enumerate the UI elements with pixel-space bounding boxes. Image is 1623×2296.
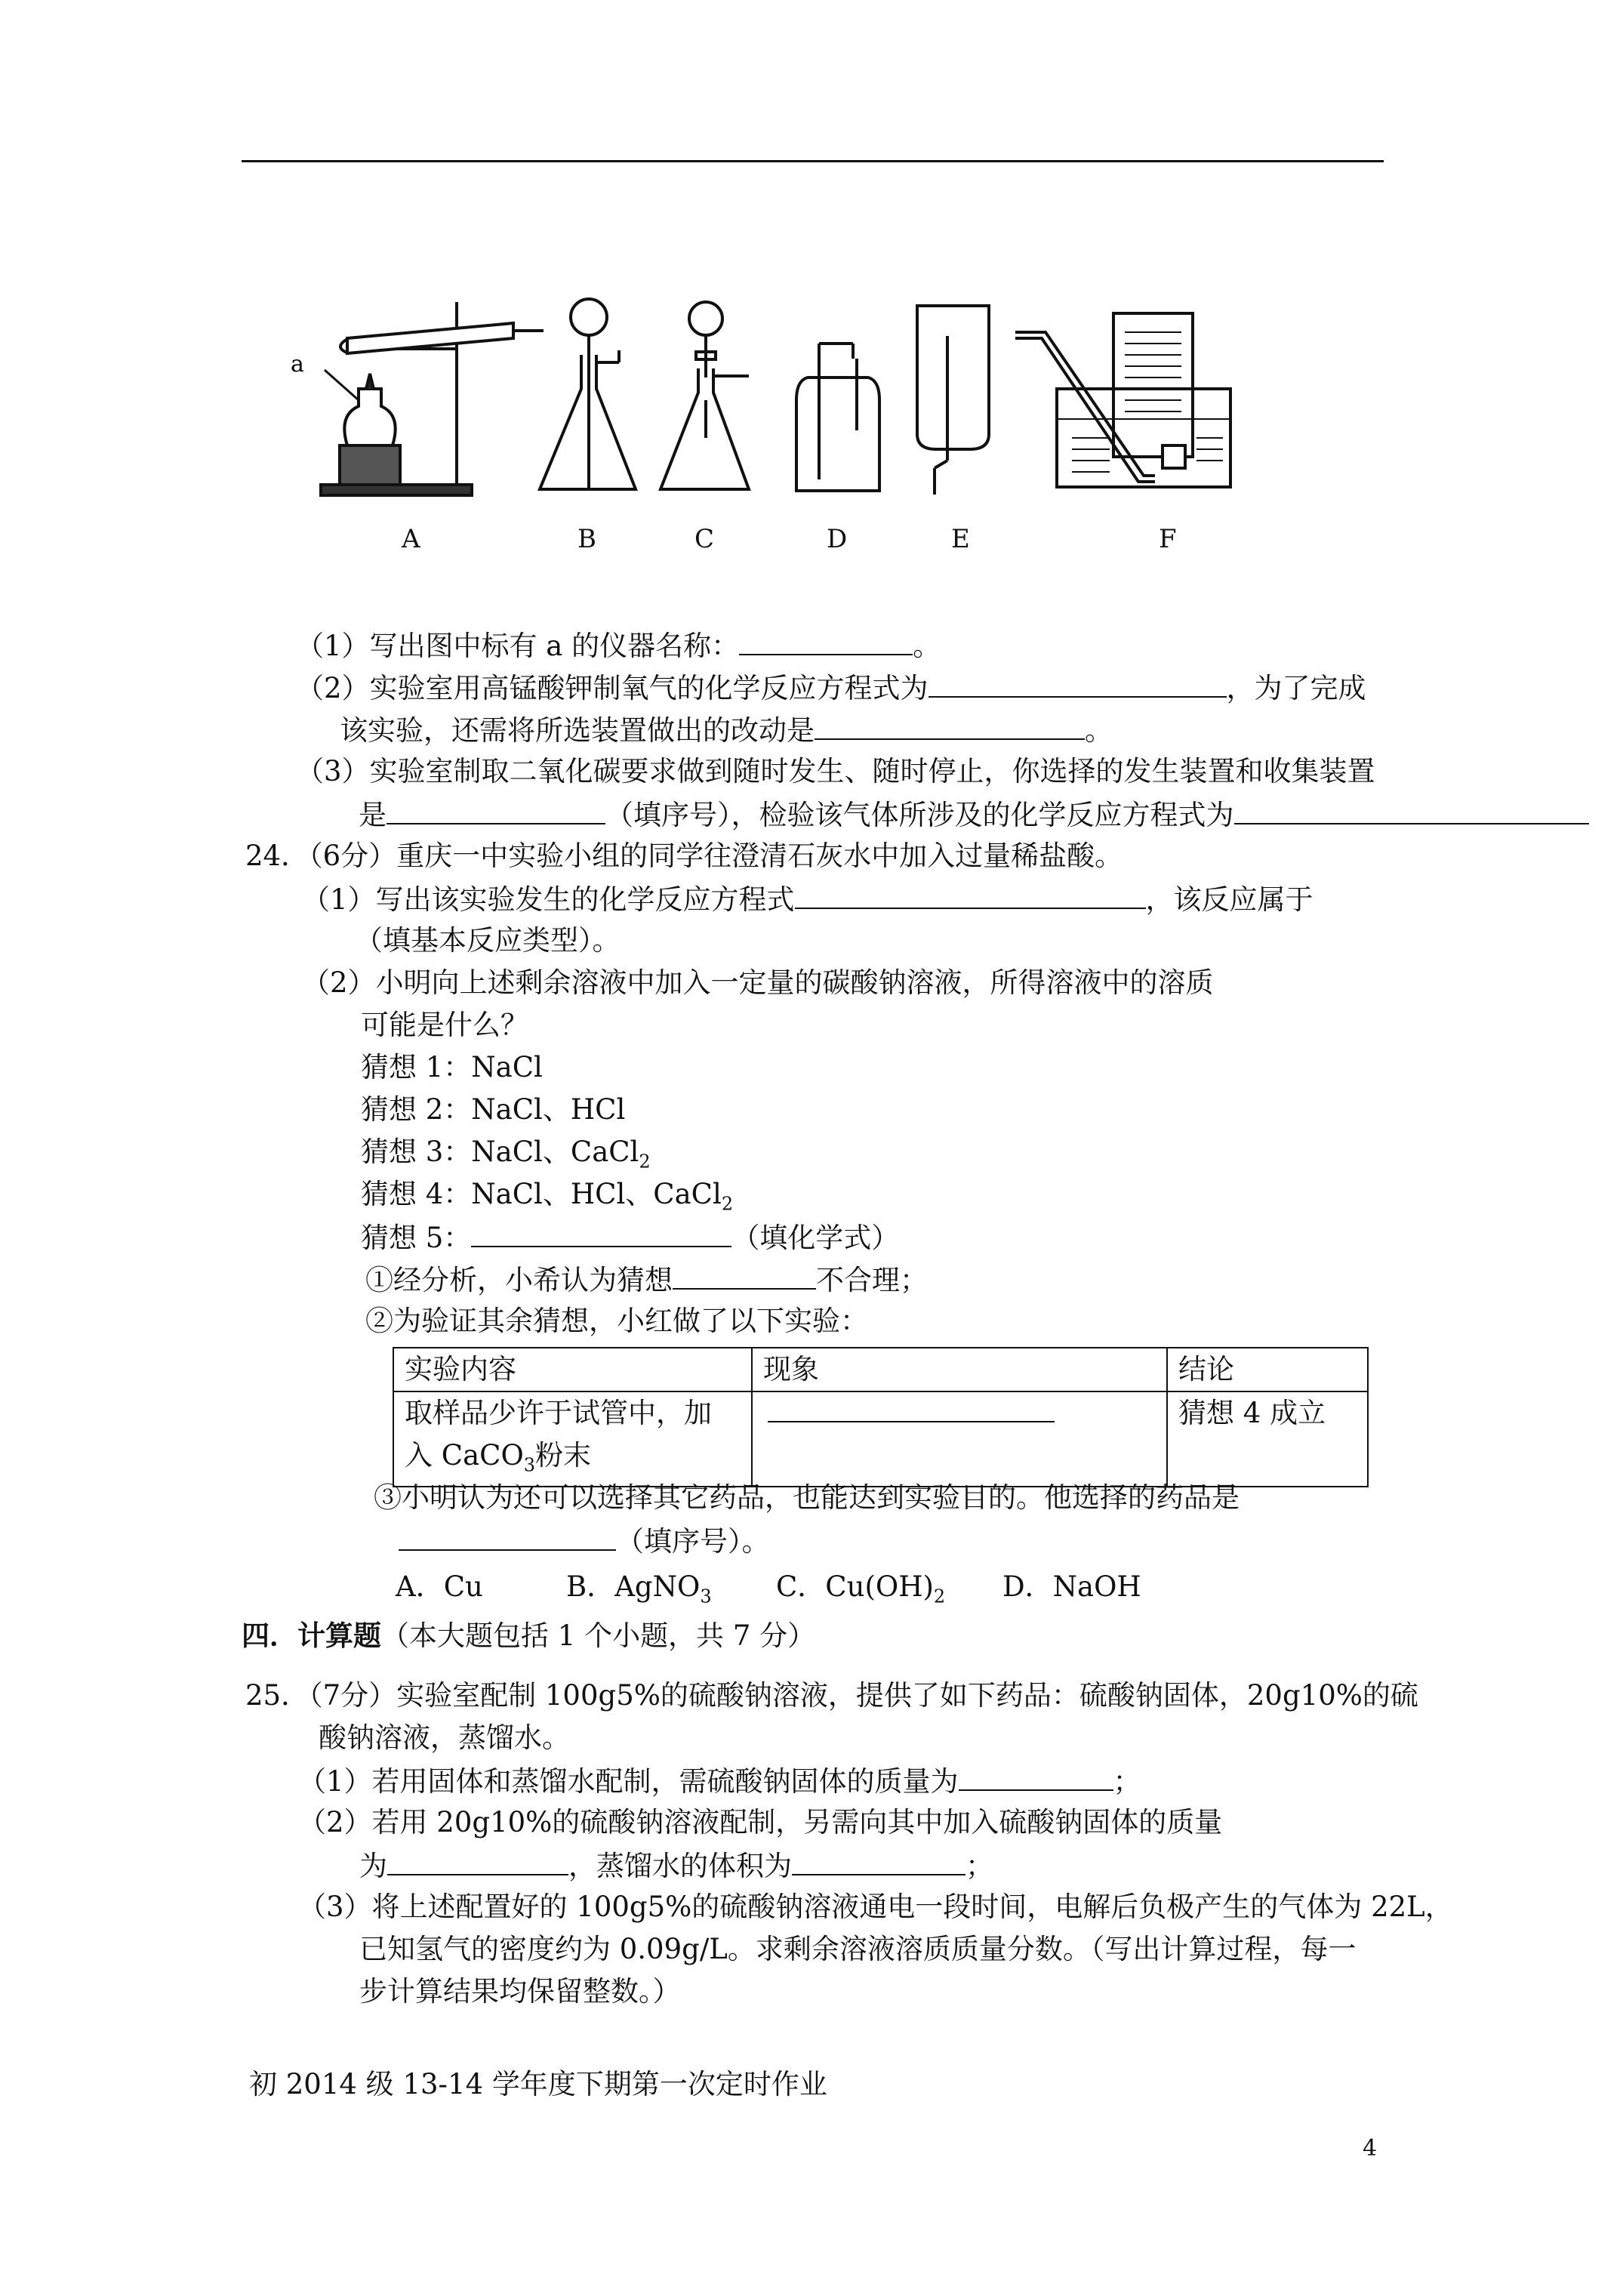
answer-blank[interactable] xyxy=(399,1522,616,1551)
q23-part2-line1: （2）实验室用高锰酸钾制氧气的化学反应方程式为 ，为了完成 xyxy=(296,669,1366,707)
apparatus-f-trough xyxy=(1015,313,1230,487)
q24-part1-line1: （1）写出该实验发生的化学反应方程式 ，该反应属于 xyxy=(302,880,1313,918)
q25-part2-line2: 为 ，蒸馏水的体积为 ； xyxy=(359,1847,993,1885)
apparatus-b-flask xyxy=(540,299,636,491)
q25-part1: （1）若用固体和蒸馏水配制，需硫酸钠固体的质量为 ； xyxy=(298,1762,1141,1800)
experiment-table xyxy=(393,1347,1369,1487)
option-c: C．$Cu(OH)_2$ xyxy=(776,1570,946,1607)
q24-step1: ①经分析，小希认为猜想 不合理； xyxy=(365,1261,928,1299)
label-d: D xyxy=(827,524,848,554)
answer-blank[interactable] xyxy=(673,1261,816,1290)
header-content: 实验内容 xyxy=(393,1348,752,1391)
answer-blank[interactable] xyxy=(471,1219,731,1247)
guess-4: 猜想 4：NaCl、HCl、CaCl$_2$ xyxy=(361,1178,734,1215)
q25-part3-line3: 步计算结果均保留整数。） xyxy=(359,1975,681,2008)
cell-content: 取样品少许于试管中，加 入 CaCO$_3$粉末 xyxy=(393,1391,752,1487)
q24-step2: ②为验证其余猜想，小红做了以下实验： xyxy=(365,1305,868,1337)
q25-part3-line1: （3）将上述配置好的 100g5%的硫酸钠溶液通电一段时间，电解后负极产生的气体为 22L， xyxy=(298,1891,1453,1923)
q24-part2-line2: 可能是什么？ xyxy=(361,1009,528,1041)
q25-part2-line1: （2）若用 20g10%的硫酸钠溶液配制，另需向其中加入硫酸钠固体的质量 xyxy=(298,1806,1223,1838)
answer-blank[interactable] xyxy=(792,1847,965,1875)
label-e: E xyxy=(951,524,970,554)
q24-title: 24．（6分）重庆一中实验小组的同学往澄清石灰水中加入过量稀盐酸。 xyxy=(245,840,1123,872)
q24-part2-line1: （2）小明向上述剩余溶液中加入一定量的碳酸钠溶液，所得溶液中的溶质 xyxy=(302,966,1214,999)
q24-step3-line1: ③小明认为还可以选择其它药品，也能达到实验目的。他选择的药品是 xyxy=(374,1481,1240,1514)
q24-part1-line2: （填基本反应类型）。 xyxy=(355,924,621,957)
answer-blank[interactable] xyxy=(387,1847,568,1875)
answer-blank[interactable] xyxy=(768,1394,1055,1422)
header-rule xyxy=(242,160,1384,162)
guess-1: 猜想 1：NaCl xyxy=(361,1051,543,1083)
label-c: C xyxy=(694,524,715,554)
pointer-label-a: a xyxy=(291,351,304,378)
section-4-title: 四．计算题（本大题包括 1 个小题，共 7 分） xyxy=(242,1619,816,1652)
answer-blank[interactable] xyxy=(959,1762,1113,1791)
apparatus-c-flask xyxy=(661,302,749,489)
answer-blank[interactable] xyxy=(1234,796,1589,824)
q25-title-line2: 酸钠溶液，蒸馏水。 xyxy=(319,1721,570,1754)
option-b: B．AgNO$_3$ xyxy=(566,1570,712,1607)
apparatus-a-stand xyxy=(321,302,544,495)
header-phenomenon: 现象 xyxy=(752,1348,1167,1391)
q23-part2-line2: 该实验，还需将所选装置做出的改动是 。 xyxy=(340,711,1113,749)
apparatus-figure xyxy=(287,287,1268,559)
page-number: 4 xyxy=(1363,2135,1378,2162)
apparatus-d-bottle xyxy=(796,344,879,491)
answer-blank[interactable] xyxy=(795,880,1146,909)
guess-5: 猜想 5： （填化学式） xyxy=(361,1219,899,1256)
option-d: D．NaOH xyxy=(1002,1570,1141,1603)
table-row xyxy=(393,1391,1368,1487)
q23-part1: （1）写出图中标有 a 的仪器名称： 。 xyxy=(296,627,941,664)
option-a: A．Cu xyxy=(396,1570,483,1603)
label-f: F xyxy=(1159,524,1177,554)
answer-blank[interactable] xyxy=(739,627,913,655)
label-a: A xyxy=(402,524,420,554)
q24-step3-line2: （填序号）。 xyxy=(399,1522,770,1560)
q25-part3-line2: 已知氢气的密度约为 0.09g/L。求剩余溶液溶质质量分数。（写出计算过程，每一 xyxy=(359,1933,1357,1965)
footer-title: 初 2014 级 13-14 学年度下期第一次定时作业 xyxy=(249,2068,827,2100)
guess-3: 猜想 3：NaCl、CaCl$_2$ xyxy=(361,1136,651,1173)
q23-part3-line1: （3）实验室制取二氧化碳要求做到随时发生、随时停止，你选择的发生装置和收集装置 xyxy=(296,755,1375,787)
apparatus-e-bottle xyxy=(917,306,989,495)
cell-conclusion: 猜想 4 成立 xyxy=(1167,1391,1368,1487)
table-row xyxy=(393,1348,1368,1391)
q23-part3-line2: 是 （填序号），检验该气体所涉及的化学反应方程式为 xyxy=(359,796,1589,834)
answer-blank[interactable] xyxy=(815,711,1085,740)
q25-title-line1: 25．（7分）实验室配制 100g5%的硫酸钠溶液，提供了如下药品：硫酸钠固体，20g10%的硫 xyxy=(245,1679,1418,1712)
header-conclusion: 结论 xyxy=(1167,1348,1368,1391)
label-b: B xyxy=(577,524,596,554)
guess-2: 猜想 2：NaCl、HCl xyxy=(361,1093,626,1126)
answer-blank[interactable] xyxy=(387,796,605,824)
answer-blank[interactable] xyxy=(929,669,1227,698)
cell-phenomenon xyxy=(752,1391,1167,1487)
